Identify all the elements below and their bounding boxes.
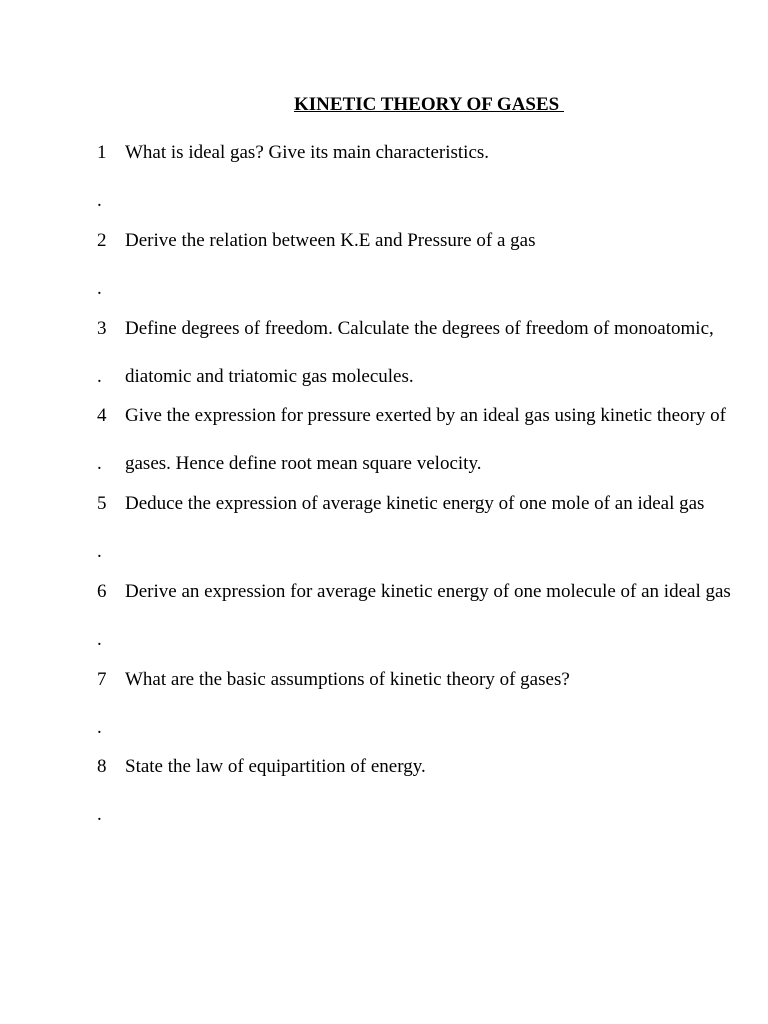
question-number: 5 (97, 493, 107, 514)
question-dot: . (97, 366, 102, 387)
question-text: Derive the relation between K.E and Pressure of a gas (125, 230, 536, 251)
question-number: 6 (97, 581, 107, 602)
question-number: 1 (97, 142, 107, 163)
question-number: 7 (97, 669, 107, 690)
question-number: 2 (97, 230, 107, 251)
question-text: Derive an expression for average kinetic energy of one molecule of an ideal gas (125, 581, 731, 602)
question-dot: . (97, 629, 102, 650)
question-dot: . (97, 190, 102, 211)
question-dot: . (97, 453, 102, 474)
question-text-continued: diatomic and triatomic gas molecules. (125, 366, 414, 387)
question-text: What is ideal gas? Give its main characteristics. (125, 142, 490, 163)
question-text: Give the expression for pressure exerted by an ideal gas using kinetic theory of (125, 405, 726, 426)
question-dot: . (97, 717, 102, 738)
question-text: What are the basic assumptions of kinetic theory of gases? (125, 669, 570, 690)
question-text-continued: gases. Hence define root mean square velocity. (125, 453, 482, 474)
question-dot: . (97, 541, 102, 562)
page-title: KINETIC THEORY OF GASES (294, 94, 564, 115)
question-text: Deduce the expression of average kinetic energy of one mole of an ideal gas (125, 493, 705, 514)
question-text: Define degrees of freedom. Calculate the degrees of freedom of monoatomic, (125, 318, 714, 339)
question-number: 8 (97, 756, 107, 777)
question-dot: . (97, 804, 102, 825)
question-text: State the law of equipartition of energy. (125, 756, 426, 777)
question-dot: . (97, 278, 102, 299)
question-number: 3 (97, 318, 107, 339)
question-number: 4 (97, 405, 107, 426)
